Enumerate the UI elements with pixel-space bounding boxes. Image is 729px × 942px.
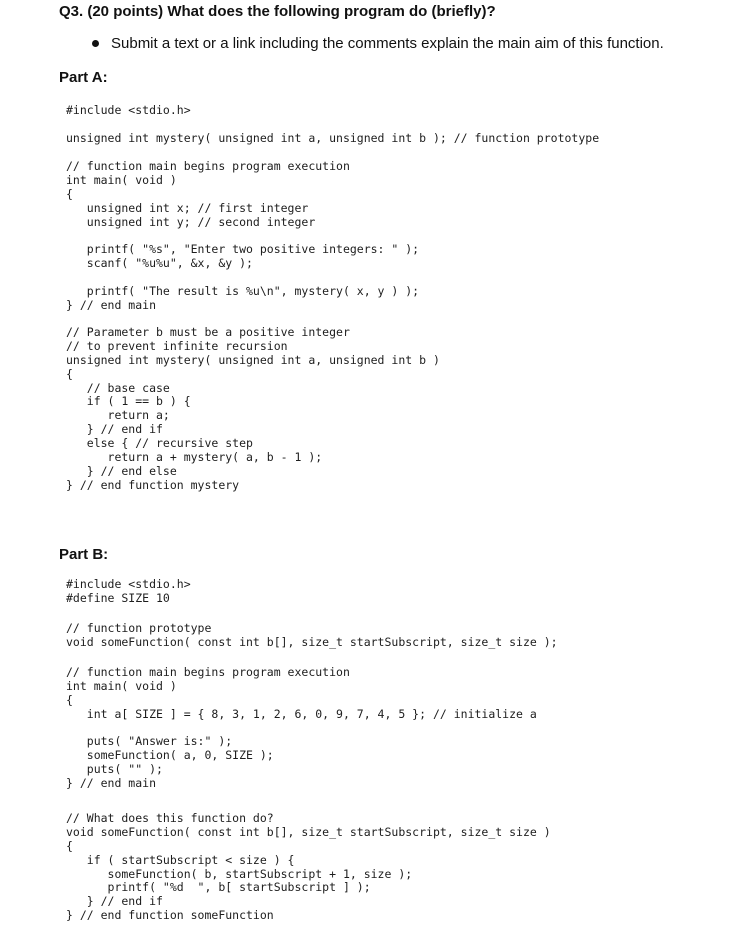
code-line: printf( "%d ", b[ startSubscript ] ); (66, 880, 371, 895)
code-line: int a[ SIZE ] = { 8, 3, 1, 2, 6, 0, 9, 7, 4, 5 }; // initialize a (66, 706, 537, 721)
part-b-label: Part B: (59, 546, 109, 563)
code-line: puts( "" ); (66, 762, 163, 777)
code-line: if ( 1 == b ) { (66, 394, 191, 409)
code-line: // function prototype (66, 621, 212, 635)
code-line: unsigned int y; // second integer (66, 214, 316, 229)
code-line: #include <stdio.h> (66, 577, 191, 591)
bullet-dot-icon (92, 40, 99, 47)
code-somefunction (66, 812, 551, 923)
code-line (66, 271, 419, 285)
code-line: return a + mystery( a, b - 1 ); (66, 450, 323, 465)
code-line: unsigned int mystery( unsigned int a, unsigned int b ) (66, 352, 440, 367)
bullet-item (92, 34, 664, 54)
part-a-label: Part A: (59, 69, 108, 86)
code-line: #include <stdio.h> (66, 103, 191, 117)
code-line: } // end if (66, 422, 163, 437)
code-line: { (66, 366, 73, 381)
code-line: // to prevent infinite recursion (66, 338, 288, 353)
code-line: printf( "%s", "Enter two positive integers: " ); (66, 242, 420, 257)
code-line: someFunction( a, 0, SIZE ); (66, 748, 274, 763)
code-line: } // end main (66, 776, 157, 791)
code-main-function-b (66, 666, 537, 791)
code-line: else { // recursive step (66, 436, 253, 451)
code-main-function (66, 160, 419, 313)
code-line: void someFunction( const int b[], size_t startSubscript, size_t size ); (66, 634, 558, 649)
code-line: } // end function mystery (66, 477, 240, 492)
code-function-prototype (66, 622, 558, 650)
code-line: void someFunction( const int b[], size_t startSubscript, size_t size ) (66, 824, 551, 839)
code-line: } // end if (66, 894, 163, 909)
code-line: } // end else (66, 463, 177, 478)
code-line: return a; (66, 408, 170, 423)
code-line: { (66, 838, 73, 853)
code-line: printf( "The result is %u\n", mystery( x, y ) ); (66, 284, 420, 299)
code-line: // base case (66, 380, 170, 395)
code-line: } // end main (66, 297, 157, 312)
code-line: puts( "Answer is:" ); (66, 734, 233, 749)
code-line: } // end function someFunction (66, 908, 274, 923)
code-line: // Parameter b must be a positive integer (66, 325, 350, 339)
code-mystery-function (66, 326, 440, 493)
code-line: { (66, 692, 73, 707)
code-line: unsigned int x; // first integer (66, 200, 309, 215)
code-prototype (66, 132, 599, 146)
code-include (66, 104, 191, 118)
code-line: #define SIZE 10 (66, 590, 170, 605)
bullet-text: Submit a text or a link including the comments explain the main aim of this function. (111, 35, 664, 52)
code-line: scanf( "%u%u", &x, &y ); (66, 256, 253, 271)
code-line: // function main begins program execution (66, 159, 350, 173)
code-line: int main( void ) (66, 678, 177, 693)
code-line: if ( startSubscript < size ) { (66, 852, 295, 867)
code-line: unsigned int mystery( unsigned int a, unsigned int b ); // function prototype (66, 131, 600, 145)
code-line: // What does this function do? (66, 811, 274, 825)
question-title: Q3. (20 points) What does the following program do (briefly)? (59, 3, 496, 20)
code-line: // function main begins program execution (66, 665, 350, 679)
code-line (66, 722, 537, 736)
code-line (66, 229, 419, 243)
code-line: int main( void ) (66, 172, 177, 187)
code-line: { (66, 186, 73, 201)
code-include-define (66, 578, 191, 606)
code-line: someFunction( b, startSubscript + 1, size ); (66, 866, 413, 881)
